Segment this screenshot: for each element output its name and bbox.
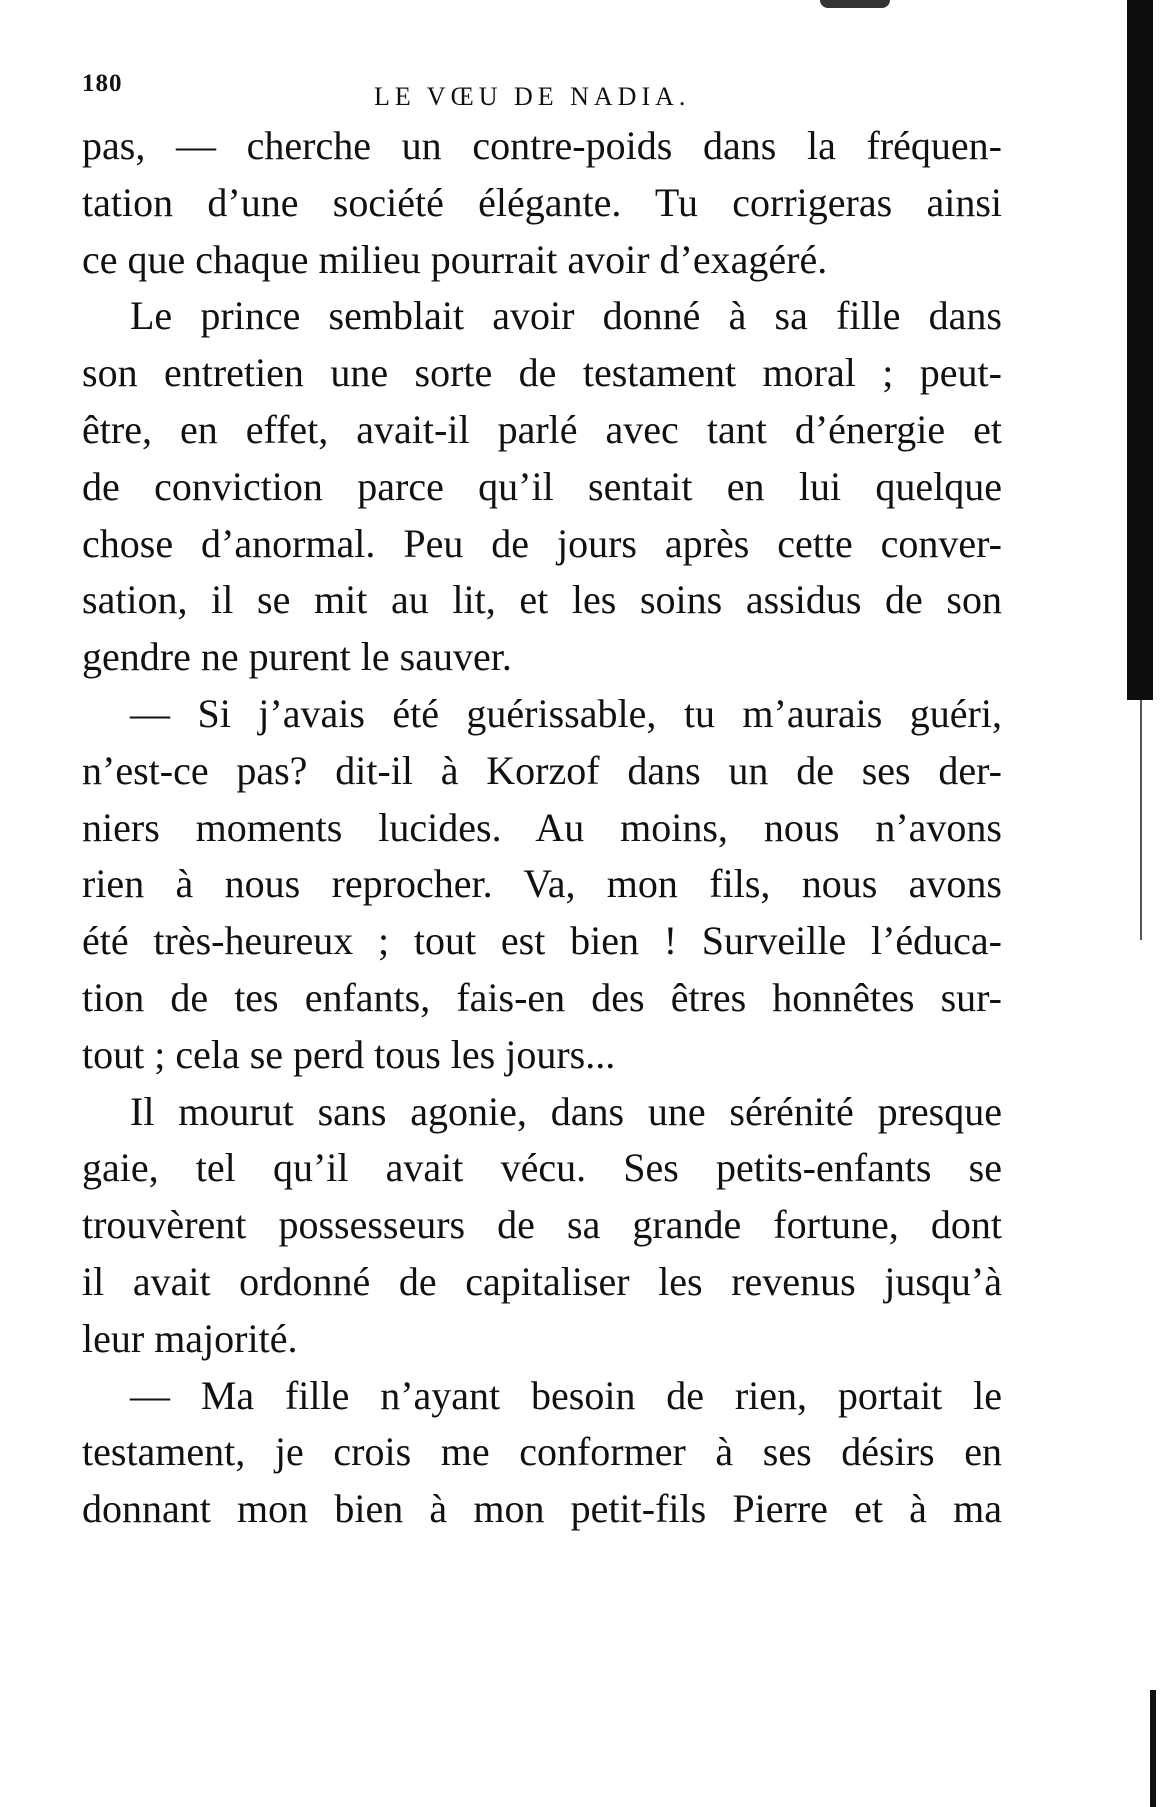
text-line: rien à nous reprocher. Va, mon fils, nous avons: [82, 861, 1002, 907]
text-line: tion de tes enfants, fais-en des êtres honnêtes sur-: [82, 974, 1002, 1020]
text-line: sation, il se mit au lit, et les soins assidus de son: [82, 577, 1002, 623]
body-text: [82, 118, 1002, 1538]
text-line: gendre ne purent le sauver.: [82, 634, 512, 680]
text-line: trouvèrent possesseurs de sa grande fortune, dont: [82, 1202, 1002, 1248]
text-line: niers moments lucides. Au moins, nous n’avons: [82, 804, 1002, 850]
text-line: leur majorité.: [82, 1315, 298, 1361]
text-line: tation d’une société élégante. Tu corrigeras ainsi: [82, 179, 1002, 225]
text-line: ce que chaque milieu pourrait avoir d’exagéré.: [82, 236, 828, 282]
text-line: il avait ordonné de capitaliser les revenus jusqu’à: [82, 1258, 1002, 1304]
scan-smudge: [820, 0, 890, 8]
text-line: gaie, tel qu’il avait vécu. Ses petits-enfants se: [82, 1145, 1002, 1191]
text-line: de conviction parce qu’il sentait en lui quelque: [82, 463, 1002, 509]
text-line: Il mourut sans agonie, dans une sérénité presque: [130, 1088, 1002, 1134]
scan-edge-line: [1140, 700, 1142, 940]
page-header: [82, 62, 1002, 111]
text-line: tout ; cela se perd tous les jours...: [82, 1031, 616, 1077]
text-line: être, en effet, avait-il parlé avec tant d’énergie et: [82, 406, 1002, 452]
text-line: testament, je crois me conformer à ses désirs en: [82, 1429, 1002, 1475]
text-line: son entretien une sorte de testament moral ; peut-: [82, 350, 1002, 396]
text-line: — Ma fille n’ayant besoin de rien, portait le: [130, 1372, 1002, 1418]
running-title: LE VŒU DE NADIA.: [374, 82, 691, 111]
scan-edge-shadow: [1127, 0, 1153, 700]
text-line: n’est-ce pas? dit-il à Korzof dans un de ses der-: [82, 747, 1002, 793]
page-number: 180: [82, 70, 123, 97]
scan-edge-mark: [1150, 1690, 1156, 1807]
text-line: — Si j’avais été guérissable, tu m’aurais guéri,: [130, 690, 1002, 736]
text-line: Le prince semblait avoir donné à sa fille dans: [130, 293, 1002, 339]
text-line: pas, — cherche un contre-poids dans la fréquen-: [82, 123, 1002, 168]
text-line: chose d’anormal. Peu de jours après cette conver-: [82, 520, 1002, 566]
text-line: été très-heureux ; tout est bien ! Surveille l’éduca-: [82, 918, 1002, 964]
text-line: donnant mon bien à mon petit-fils Pierre et à ma: [82, 1486, 1002, 1532]
